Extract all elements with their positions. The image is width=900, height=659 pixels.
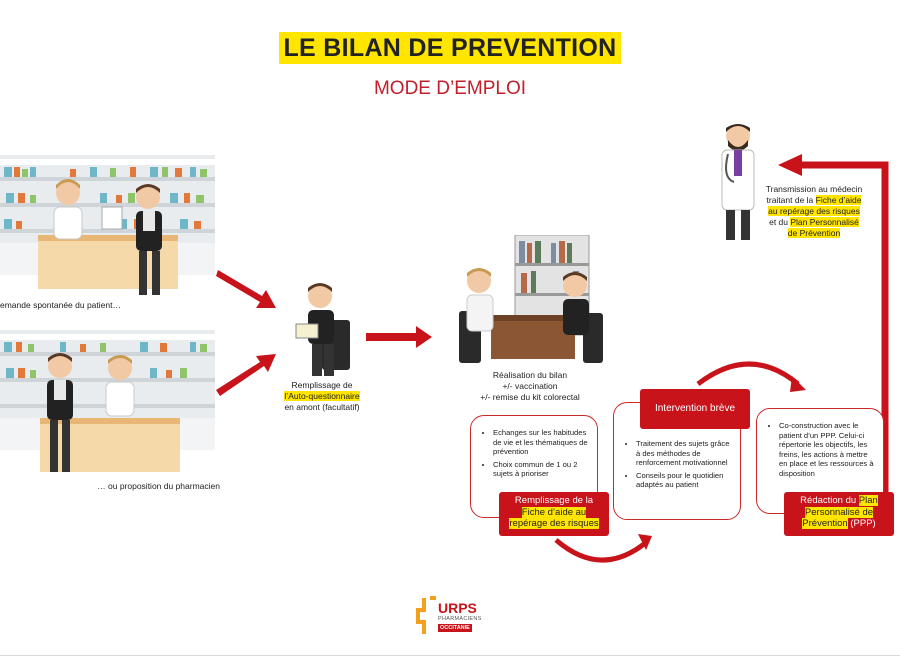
caption-transmission-line5: de Prévention xyxy=(787,228,841,238)
caption-transmission-line1: Transmission au médecin xyxy=(765,184,863,194)
logo-sub1: PHARMACIENS xyxy=(438,616,482,622)
page-title-text: LE BILAN DE PREVENTION xyxy=(279,32,620,64)
caption-spontaneous-request: emande spontanée du patient… xyxy=(0,300,121,310)
caption-questionnaire xyxy=(262,380,382,413)
pharmacist-icon xyxy=(106,355,134,416)
cross-logo-icon xyxy=(416,596,438,636)
counter-icon xyxy=(40,418,180,472)
label-line: Remplissage de la xyxy=(514,495,594,506)
person-filling-questionnaire-illustration xyxy=(282,272,362,382)
pharmacy-scene-spontaneous-illustration xyxy=(0,155,215,305)
list-item: • Conseils pour le quotidien adaptés au patient xyxy=(636,471,734,490)
caption-transmission-line2b: Fiche d’aide xyxy=(815,195,862,205)
curved-arrow-bottom-icon xyxy=(556,534,652,560)
logo-name: URPS xyxy=(438,600,477,616)
label-highlight: Personnalisé de xyxy=(804,506,874,518)
caption-transmission-line4a: et du xyxy=(769,217,791,227)
list-item: • Traitement des sujets grâce à des méthodes de renforcement motivationnel xyxy=(636,439,734,468)
pharmacy-scene-proposal-illustration xyxy=(0,330,215,480)
urps-logo xyxy=(416,596,486,640)
caption-transmission-line2a: traitant de la xyxy=(766,195,816,205)
list-item: • Echanges sur les habitudes de vie et les thématiques de prévention xyxy=(493,428,591,457)
label-highlight: Prévention xyxy=(802,518,848,529)
caption-transmission-line3: au repérage des risques xyxy=(768,206,860,216)
label-highlight: repérage des risques xyxy=(509,518,599,529)
label-brief-intervention: Intervention brève xyxy=(640,389,750,429)
page-title xyxy=(0,34,900,63)
list-item: • Choix commun de 1 ou 2 sujets à prioriser xyxy=(493,460,591,479)
page-subtitle: MODE D’EMPLOI xyxy=(373,78,527,99)
curved-arrow-top-icon xyxy=(698,364,806,392)
patient-icon xyxy=(459,268,493,363)
caption-questionnaire-highlight: l’Auto-questionnaire xyxy=(284,391,360,401)
pharmacist-icon xyxy=(54,179,82,239)
caption-bilan-line3: +/- remise du kit colorectal xyxy=(480,392,580,402)
logo-sub2: OCCITANIE xyxy=(440,625,470,631)
label-highlight: Fiche d’aide au xyxy=(521,506,587,518)
arrow-down-right-icon xyxy=(216,270,276,308)
caption-bilan-line1: Réalisation du bilan xyxy=(492,370,568,380)
caption-questionnaire-line3: en amont (facultatif) xyxy=(284,402,360,412)
label-line: Rédaction du xyxy=(800,495,859,506)
caption-bilan-line2: +/- vaccination xyxy=(502,381,558,391)
list-item: • Co-construction avec le patient d’un PPP. Celui-ci répertorie les objectifs, les freins, les actions à mettre en place et les ressources à disposition xyxy=(779,421,877,478)
curved-arrows xyxy=(540,350,820,575)
caption-transmission-line4b: Plan Personnalisé xyxy=(790,217,859,227)
caption-pharmacist-proposal: … ou proposition du pharmacien xyxy=(97,481,220,491)
clipboard-icon xyxy=(296,324,318,338)
arrow-right-icon xyxy=(366,326,432,348)
label-line: (PPP) xyxy=(847,518,876,529)
caption-questionnaire-line1: Remplissage de xyxy=(291,380,353,390)
label-highlight: Plan xyxy=(858,495,878,506)
footer-divider xyxy=(0,655,900,656)
